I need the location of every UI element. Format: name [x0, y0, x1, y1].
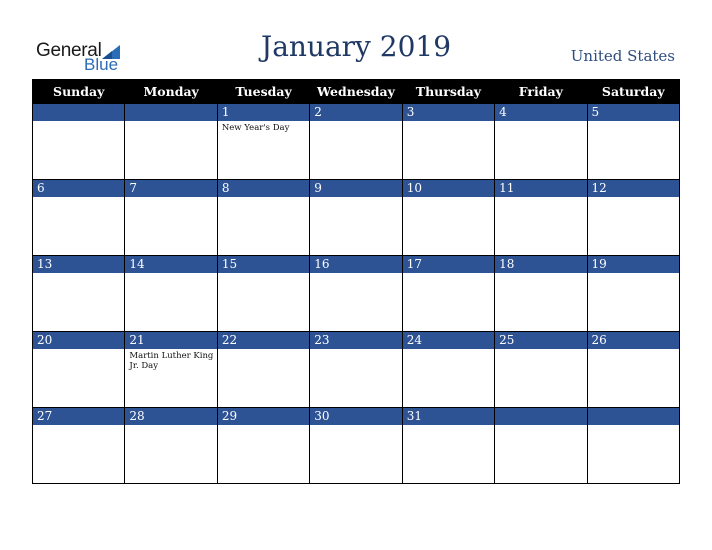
day-cell [33, 332, 125, 408]
day-number: 7 [125, 180, 216, 197]
day-cell [495, 332, 587, 408]
day-number: 27 [33, 408, 124, 425]
day-cell [310, 104, 402, 180]
day-cell [495, 408, 587, 484]
weekday-header: Thursday [402, 80, 494, 104]
day-cell [33, 104, 125, 180]
day-cell [310, 180, 402, 256]
day-number: 6 [33, 180, 124, 197]
logo-word-general: General [36, 40, 102, 61]
day-number: 23 [310, 332, 401, 349]
weekday-header: Saturday [587, 80, 679, 104]
country-label: United States [570, 47, 675, 65]
day-number: 12 [588, 180, 679, 197]
day-cell [33, 256, 125, 332]
weekday-header: Monday [125, 80, 217, 104]
week-row [33, 408, 680, 484]
day-number: 28 [125, 408, 216, 425]
day-number: 5 [588, 104, 679, 121]
weekday-header-row [33, 80, 680, 104]
day-number: 22 [218, 332, 309, 349]
day-number: 14 [125, 256, 216, 273]
day-cell [587, 332, 679, 408]
day-cell [402, 332, 494, 408]
day-number: 16 [310, 256, 401, 273]
day-number: 19 [588, 256, 679, 273]
empty-day-bar [125, 104, 216, 121]
day-number: 29 [218, 408, 309, 425]
empty-day-bar [588, 408, 679, 425]
logo-word-blue: Blue [84, 55, 119, 74]
day-number: 1 [218, 104, 309, 121]
day-cell [125, 180, 217, 256]
day-cell [310, 408, 402, 484]
day-cell [217, 332, 309, 408]
day-cell [33, 408, 125, 484]
calendar-title: January 2019 [260, 30, 452, 63]
day-cell [402, 408, 494, 484]
day-cell [495, 104, 587, 180]
day-number: 10 [403, 180, 494, 197]
week-row [33, 104, 680, 180]
day-number: 11 [495, 180, 586, 197]
day-cell [310, 332, 402, 408]
empty-day-bar [33, 104, 124, 121]
weekday-header: Wednesday [310, 80, 402, 104]
day-number: 9 [310, 180, 401, 197]
day-cell [125, 256, 217, 332]
day-cell [125, 408, 217, 484]
day-number: 2 [310, 104, 401, 121]
day-cell [402, 104, 494, 180]
holiday-label: Martin Luther King Jr. Day [129, 351, 214, 371]
week-row [33, 180, 680, 256]
weekday-header: Sunday [33, 80, 125, 104]
day-cell [310, 256, 402, 332]
day-cell [402, 180, 494, 256]
day-number: 4 [495, 104, 586, 121]
day-cell [587, 256, 679, 332]
day-cell [217, 256, 309, 332]
day-number: 25 [495, 332, 586, 349]
day-number: 30 [310, 408, 401, 425]
weekday-header: Friday [495, 80, 587, 104]
day-cell [217, 180, 309, 256]
day-number: 31 [403, 408, 494, 425]
day-cell [495, 180, 587, 256]
day-number: 20 [33, 332, 124, 349]
day-cell [402, 256, 494, 332]
day-number: 3 [403, 104, 494, 121]
day-cell [495, 256, 587, 332]
day-number: 15 [218, 256, 309, 273]
day-number: 13 [33, 256, 124, 273]
week-row [33, 256, 680, 332]
day-number: 26 [588, 332, 679, 349]
empty-day-bar [495, 408, 586, 425]
day-cell [587, 408, 679, 484]
day-number: 24 [403, 332, 494, 349]
day-cell [125, 104, 217, 180]
weekday-header: Tuesday [217, 80, 309, 104]
day-cell [587, 180, 679, 256]
day-number: 8 [218, 180, 309, 197]
day-cell [33, 180, 125, 256]
day-cell [125, 332, 217, 408]
day-cell [587, 104, 679, 180]
month-calendar [32, 79, 680, 484]
holiday-label: New Year's Day [221, 123, 290, 133]
week-row [33, 332, 680, 408]
day-cell [217, 408, 309, 484]
day-cell [217, 104, 309, 180]
day-number: 18 [495, 256, 586, 273]
day-number: 21 [125, 332, 216, 349]
day-number: 17 [403, 256, 494, 273]
